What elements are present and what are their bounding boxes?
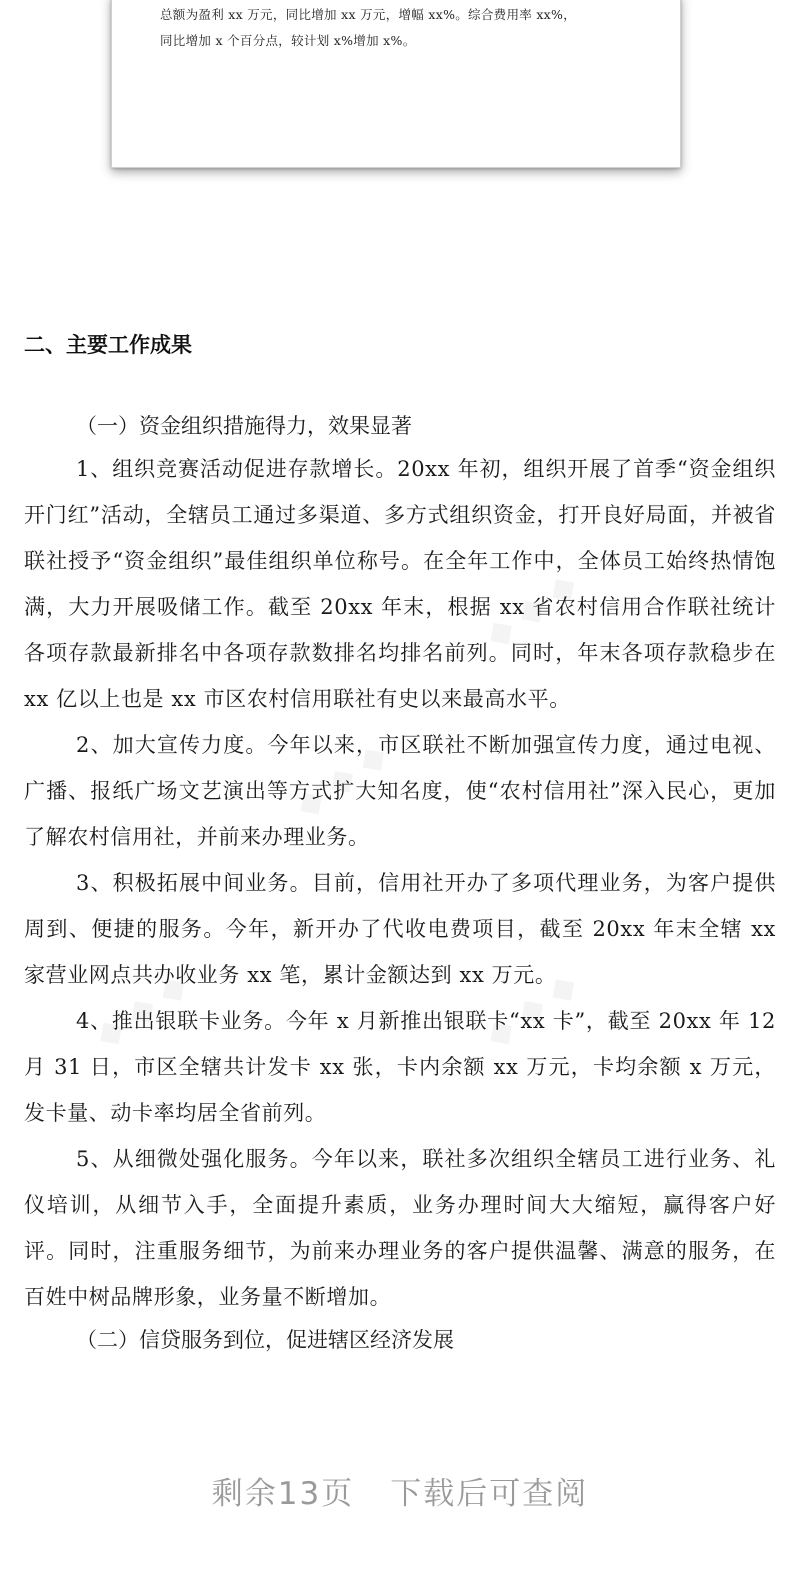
watermark: ◆ ◆ ◆ [477, 564, 585, 656]
preview-line-2: 同比增加 x 个百分点，较计划 x%增加 x%。 [160, 33, 416, 48]
watermark: ◆ ◆ ◆ [87, 964, 195, 1056]
paragraph-3: 3、积极拓展中间业务。目前，信用社开办了多项代理业务，为客户提供周到、便捷的服务。今年，新开办了代收电费项目，截至 20xx 年末全辖 xx 家营业网点共办收业务 xx 笔，累计金额达到 xx 万元。 [24, 871, 776, 987]
watermark: ◆ ◆ ◆ [287, 734, 395, 826]
paragraph-1: 1、组织竞赛活动促进存款增长。20xx 年初，组织开展了首季“资金组织开门红”活动，全辖员工通过多渠道、多方式组织资金，打开良好局面，并被省联社授予“资金组织”最佳组织单位称号。在全年工作中，全体员工始终热情饱满，大力开展吸储工作。截至 20xx 年末，根据 xx 省农村信用合作联社统计各项存款最新排名中各项存款数排名均排名前列。同时，年末各项存款稳步在 xx 亿以上也是 xx 市区农村信用联社有史以来最高水平。 [24, 457, 776, 711]
document-body [24, 406, 776, 1360]
preview-line-1: 总额为盈利 xx 万元，同比增加 xx 万元，增幅 xx%。综合费用率 xx%， [160, 7, 576, 22]
subsection-heading-2: （二）信贷服务到位，促进辖区经济发展 [76, 1328, 454, 1352]
watermark: ◆ ◆ ◆ [477, 964, 585, 1056]
download-to-view-text: 下载后可查阅 [390, 1476, 589, 1512]
paragraph-4: 4、推出银联卡业务。今年 x 月新推出银联卡“xx 卡”，截至 20xx 年 12 月 31 日，市区全辖共计发卡 xx 张，卡内余额 xx 万元，卡均余额 x 万元，发卡量、动卡率均居全省前列。 [24, 1009, 776, 1125]
document-preview-card [111, 0, 681, 168]
paragraph-2: 2、加大宣传力度。今年以来，市区联社不断加强宣传力度，通过电视、广播、报纸广场文艺演出等方式扩大知名度，使“农村信用社”深入民心，更加了解农村信用社，并前来办理业务。 [24, 733, 776, 849]
download-prompt[interactable] [0, 1468, 800, 1513]
subsection-heading-1: （一）资金组织措施得力，效果显著 [76, 414, 412, 438]
section-title: 二、主要工作成果 [24, 333, 192, 357]
remaining-pages-text: 剩余13页 [211, 1476, 355, 1512]
paragraph-5: 5、从细微处强化服务。今年以来，联社多次组织全辖员工进行业务、礼仪培训，从细节入手，全面提升素质，业务办理时间大大缩短，赢得客户好评。同时，注重服务细节，为前来办理业务的客户提供温馨、满意的服务，在百姓中树品牌形象，业务量不断增加。 [24, 1147, 776, 1309]
